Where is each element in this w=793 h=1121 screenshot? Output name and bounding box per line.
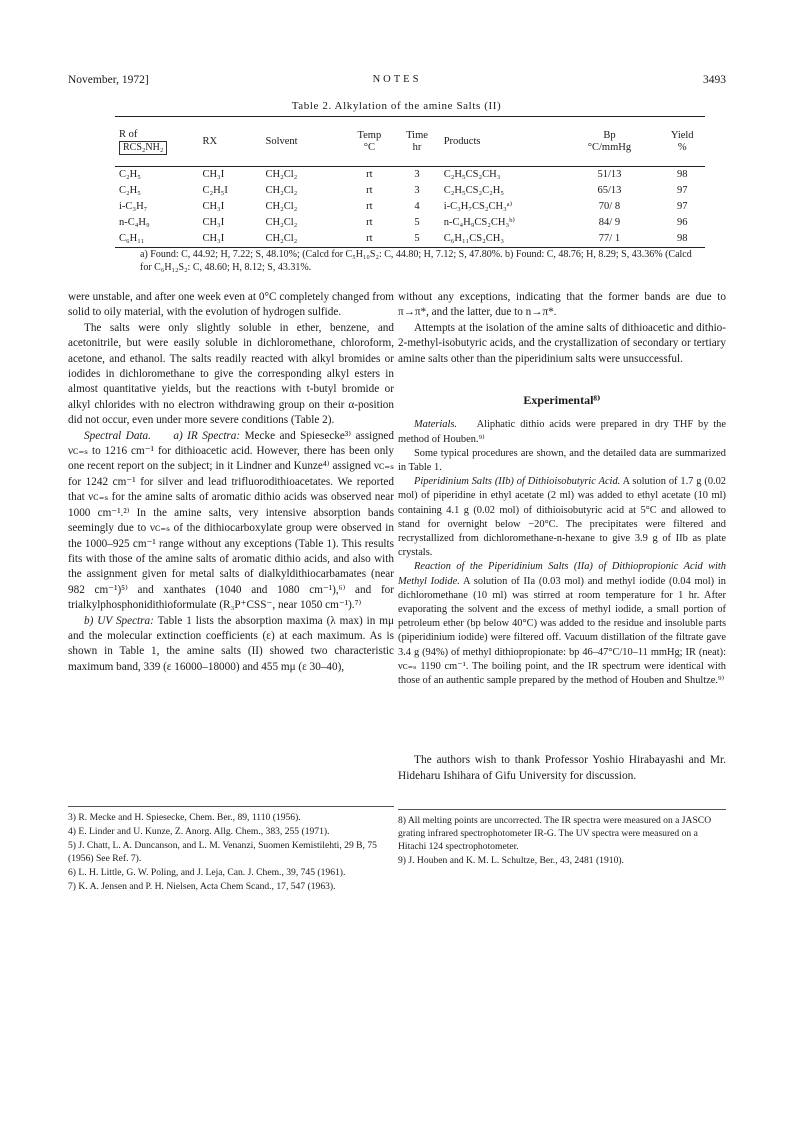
subheading: a) IR Spectra: — [173, 429, 241, 442]
cell-solvent: CH₂Cl₂ — [265, 201, 298, 212]
paragraph-text: Table 1 lists the absorption maxima (λ max) in mμ and the molecular extinction coefficients (ε) at each maximum. As is shown in Table 1, the amine salts (II) showed two characteristic maximum band, 339 (ε 16000–18000) and 455 mμ (ε 30–40), — [68, 614, 394, 673]
right-column — [398, 290, 726, 688]
cell-time: 4 — [414, 201, 420, 212]
cell-rx: CH₃I — [202, 201, 225, 212]
header-temp-line2: °C — [363, 141, 375, 153]
cell-temp: rt — [366, 201, 373, 212]
header-yield-line2: % — [677, 141, 687, 153]
reference: 4) E. Linder and U. Kunze, Z. Anorg. Allg. Chem., 383, 255 (1971). — [68, 826, 330, 837]
reference: 5) J. Chatt, L. A. Duncanson, and L. M. Venanzi, Suomen Kemistilehti, 29 B, 75 (1956) See Ref. 7). — [68, 840, 377, 864]
reference: 7) K. A. Jensen and P. H. Nielsen, Acta Chem Scand., 17, 547 (1963). — [68, 881, 336, 892]
cell-yield: 98 — [676, 233, 688, 244]
header-yield — [659, 117, 705, 167]
header-products: Products — [443, 135, 481, 147]
page-header — [68, 74, 726, 90]
cell-yield: 97 — [676, 201, 688, 212]
cell-r: i-C₃H₇ — [119, 201, 148, 212]
paragraph: without any exceptions, indicating that the former bands are due to π→π*, and the latter, due to n→π*. — [398, 291, 726, 319]
paragraph: Some typical procedures are shown, and the detailed data are summarized in Table 1. — [398, 447, 726, 474]
header-bp-line2: °C/mmHg — [587, 141, 632, 153]
cell-temp: rt — [366, 169, 373, 180]
cell-r: C₂H₅ — [119, 185, 141, 196]
cell-time: 3 — [414, 185, 420, 196]
table-caption: Table 2. Alkylation of the amine Salts (II) — [291, 100, 502, 112]
cell-rx: CH₃I — [202, 233, 225, 244]
runin-heading: Piperidinium Salts (IIb) of Dithioisobutyric Acid. — [414, 476, 621, 488]
header-temp-line1: Temp — [357, 129, 382, 141]
table-2 — [115, 116, 705, 248]
cell-bp: 65/13 — [597, 185, 622, 196]
table-row — [115, 199, 705, 215]
paragraph: were unstable, and after one week even at 0°C completely changed from solid to oily material, with the evolution of hydrogen sulfide. — [68, 291, 394, 319]
journal-date: November, 1972] — [68, 74, 149, 86]
cell-r: C₆H₁₁ — [119, 233, 145, 244]
header-time — [394, 117, 439, 167]
reference: 3) R. Mecke and H. Spiesecke, Chem. Ber., 89, 1110 (1956). — [68, 812, 301, 823]
cell-bp: 84/ 9 — [598, 217, 621, 228]
header-bp — [560, 117, 660, 167]
cell-bp: 77/ 1 — [598, 233, 621, 244]
references-left — [68, 806, 394, 894]
cell-yield: 97 — [676, 185, 688, 196]
table-row — [115, 215, 705, 231]
runin-heading: Reaction of the Piperidinium Salts (IIa) of Dithiopropionic Acid with Methyl Iodide. — [398, 561, 726, 587]
paragraph-spectral-data — [68, 429, 394, 614]
cell-rx: CH₃I — [202, 169, 225, 180]
cell-rx: C₂H₅I — [202, 185, 228, 196]
cell-bp: 51/13 — [597, 169, 622, 180]
cell-r: n-C₄H₉ — [119, 217, 150, 228]
paragraph: The salts were only slightly soluble in ether, benzene, and acetonitrile, but were easily soluble in dichloromethane, chloroform, acetone, and ethanol. The salts readily reacted with alkyl bromides or iodides in dichloromethane to give the corresponding alkyl esters in almost quantitative yields, but the reactions with t-butyl bromide or alkyl chlorides with no electron withdrawing group on their α-position did not occur, even under more severe conditions (Table 2). — [68, 321, 394, 427]
runin-heading: Materials. — [414, 419, 458, 431]
paragraph-materials — [398, 418, 726, 446]
table-row — [115, 167, 705, 184]
header-r-of — [115, 117, 198, 167]
table-row — [115, 231, 705, 248]
references-right — [398, 809, 726, 868]
reference: 9) J. Houben and K. M. L. Schultze, Ber., 43, 2481 (1910). — [398, 855, 624, 866]
runin-heading: Spectral Data. — [84, 429, 151, 442]
header-r-of-line2: RCS₂NH₂ — [119, 141, 167, 155]
cell-rx: CH₃I — [202, 217, 225, 228]
paragraph: Attempts at the isolation of the amine salts of dithioacetic and dithio-2-methyl-isobutyric acids, and the crystallization of secondary or tertiary amine salts other than the piperidinium salts were unsuccessful. — [398, 321, 726, 365]
header-yield-line1: Yield — [670, 129, 694, 141]
section-name: NOTES — [372, 74, 422, 85]
cell-temp: rt — [366, 185, 373, 196]
header-rx: RX — [202, 135, 218, 147]
cell-solvent: CH₂Cl₂ — [265, 185, 298, 196]
subheading: b) UV Spectra: — [84, 614, 154, 627]
cell-solvent: CH₂Cl₂ — [265, 233, 298, 244]
header-temp — [344, 117, 394, 167]
left-column — [68, 290, 394, 675]
paragraph-text: A solution of IIa (0.03 mol) and methyl iodide (0.04 mol) in dichloromethane (10 ml) was stirred at room temperature for 1 hr. After evaporating the solvent and the excess of methyl iodide, a small portion of petroleum ether (bp below 40°C) was added to the residue and insoluble parts (piperidinium iodide) were filtered off. Vacuum distillation of the filtrate gave 3.4 g (94%) of methyl dithiopropionate: bp 46–47°C/10–11 mmHg; IR (neat): νᴄ₌ₛ 1190 cm⁻¹. The boiling point, and the IR spectrum were identical with those of an authentic sample prepared by the method of Houben and Shultze.⁹⁾ — [398, 575, 726, 687]
cell-solvent: CH₂Cl₂ — [265, 217, 298, 228]
paragraph-text: Aliphatic dithio acids were prepared in dry THF by the method of Houben.⁹⁾ — [398, 419, 726, 445]
header-bp-line1: Bp — [603, 129, 616, 141]
cell-product: i-C₃H₇CS₂CH₃ᵃ⁾ — [443, 201, 513, 212]
header-solvent: Solvent — [265, 135, 298, 147]
cell-product: n-C₄H₉CS₂CH₃ᵇ⁾ — [443, 217, 515, 228]
cell-yield: 96 — [676, 217, 688, 228]
paragraph-procedure-2 — [398, 560, 726, 688]
page-number: 3493 — [703, 74, 726, 86]
cell-yield: 98 — [676, 169, 688, 180]
reference: 6) L. H. Little, G. W. Poling, and J. Leja, Can. J. Chem., 39, 745 (1961). — [68, 867, 346, 878]
reference: 8) All melting points are uncorrected. The IR spectra were measured on a JASCO grating infrared spectrophotometer IR-G. The UV spectra were measured on a Hitachi 124 spectrophotometer. — [398, 815, 712, 852]
header-time-line1: Time — [406, 129, 428, 141]
header-r-of-line1: R of — [119, 128, 138, 140]
table-footnote: a) Found: C, 44.92; H, 7.22; S, 48.10%; (Calcd for C₅H₁₀S₂: C, 44.80; H, 7.12; S, 47.80%. b) Found: C, 48.76; H, 8.29; S, 43.36% (Calcd for C₆H₁₂S₂: C, 48.60; H, 8.12; S, 43.31%. — [140, 249, 692, 273]
cell-bp: 70/ 8 — [598, 201, 621, 212]
paragraph-text: A solution of 1.7 g (0.02 mol) of piperidine in ethyl acetate (2 ml) was added to ethyl acetate (10 ml) containing 4.1 g (0.02 mol) of dithioisobutyric acid at 5°C and allowed to stand for overnight below −20°C. The precipitates were filtered and recrystallized from dichloromethane-n-hexane to give 3.9 g of IIb as plate crystals. — [398, 476, 727, 559]
alkylation-table — [115, 116, 705, 248]
table-row — [115, 183, 705, 199]
paragraph-text: Mecke and Spiesecke³⁾ assigned νᴄ₌ₛ to 1216 cm⁻¹ for dithioacetic acid. However, there has been only one recent report on the subject; in it Lindner and Kunze⁴⁾ assigned νᴄ₌ₛ for 1242 cm⁻¹ for silver and lead trifluorodithioacetates. We reported that νᴄ₌ₛ for the amine salts of aromatic dithio acids was observed near 1000 cm⁻¹.²⁾ In the amine salts, very intensive absorption bands seemingly due to νᴄ₌ₛ of the dithiocarboxylate group were observed in the 1000–925 cm⁻¹ range without any exceptions (Table 1). This results fits with those of the amine salts of aromatic dithio acids, and also with the assignment given for metal salts of dialkyldithiocarbamates (near 982 cm⁻¹)⁵⁾ and xanthates (1040 and 1080 cm⁻¹),⁶⁾ and for trialkylphosphonidithioformulate (R₃P⁺CSS⁻, near 1050 cm⁻¹).⁷⁾ — [68, 429, 394, 612]
cell-product: C₂H₅CS₂C₂H₅ — [443, 185, 505, 196]
cell-solvent: CH₂Cl₂ — [265, 169, 298, 180]
cell-temp: rt — [366, 233, 373, 244]
cell-temp: rt — [366, 217, 373, 228]
cell-time: 3 — [414, 169, 420, 180]
section-title: Experimental⁸⁾ — [523, 393, 601, 408]
paragraph-procedure-1 — [398, 475, 726, 560]
table-header-row — [115, 117, 705, 167]
cell-product: C₆H₁₁CS₂CH₃ — [443, 233, 505, 244]
paragraph-uv — [68, 614, 394, 676]
cell-time: 5 — [414, 233, 420, 244]
acknowledgement: The authors wish to thank Professor Yoshio Hirabayashi and Mr. Hideharu Ishihara of Gifu University for discussion. — [398, 754, 726, 782]
cell-product: C₂H₅CS₂CH₃ — [443, 169, 501, 180]
cell-r: C₂H₅ — [119, 169, 141, 180]
header-time-line2: hr — [412, 141, 422, 153]
cell-time: 5 — [414, 217, 420, 228]
